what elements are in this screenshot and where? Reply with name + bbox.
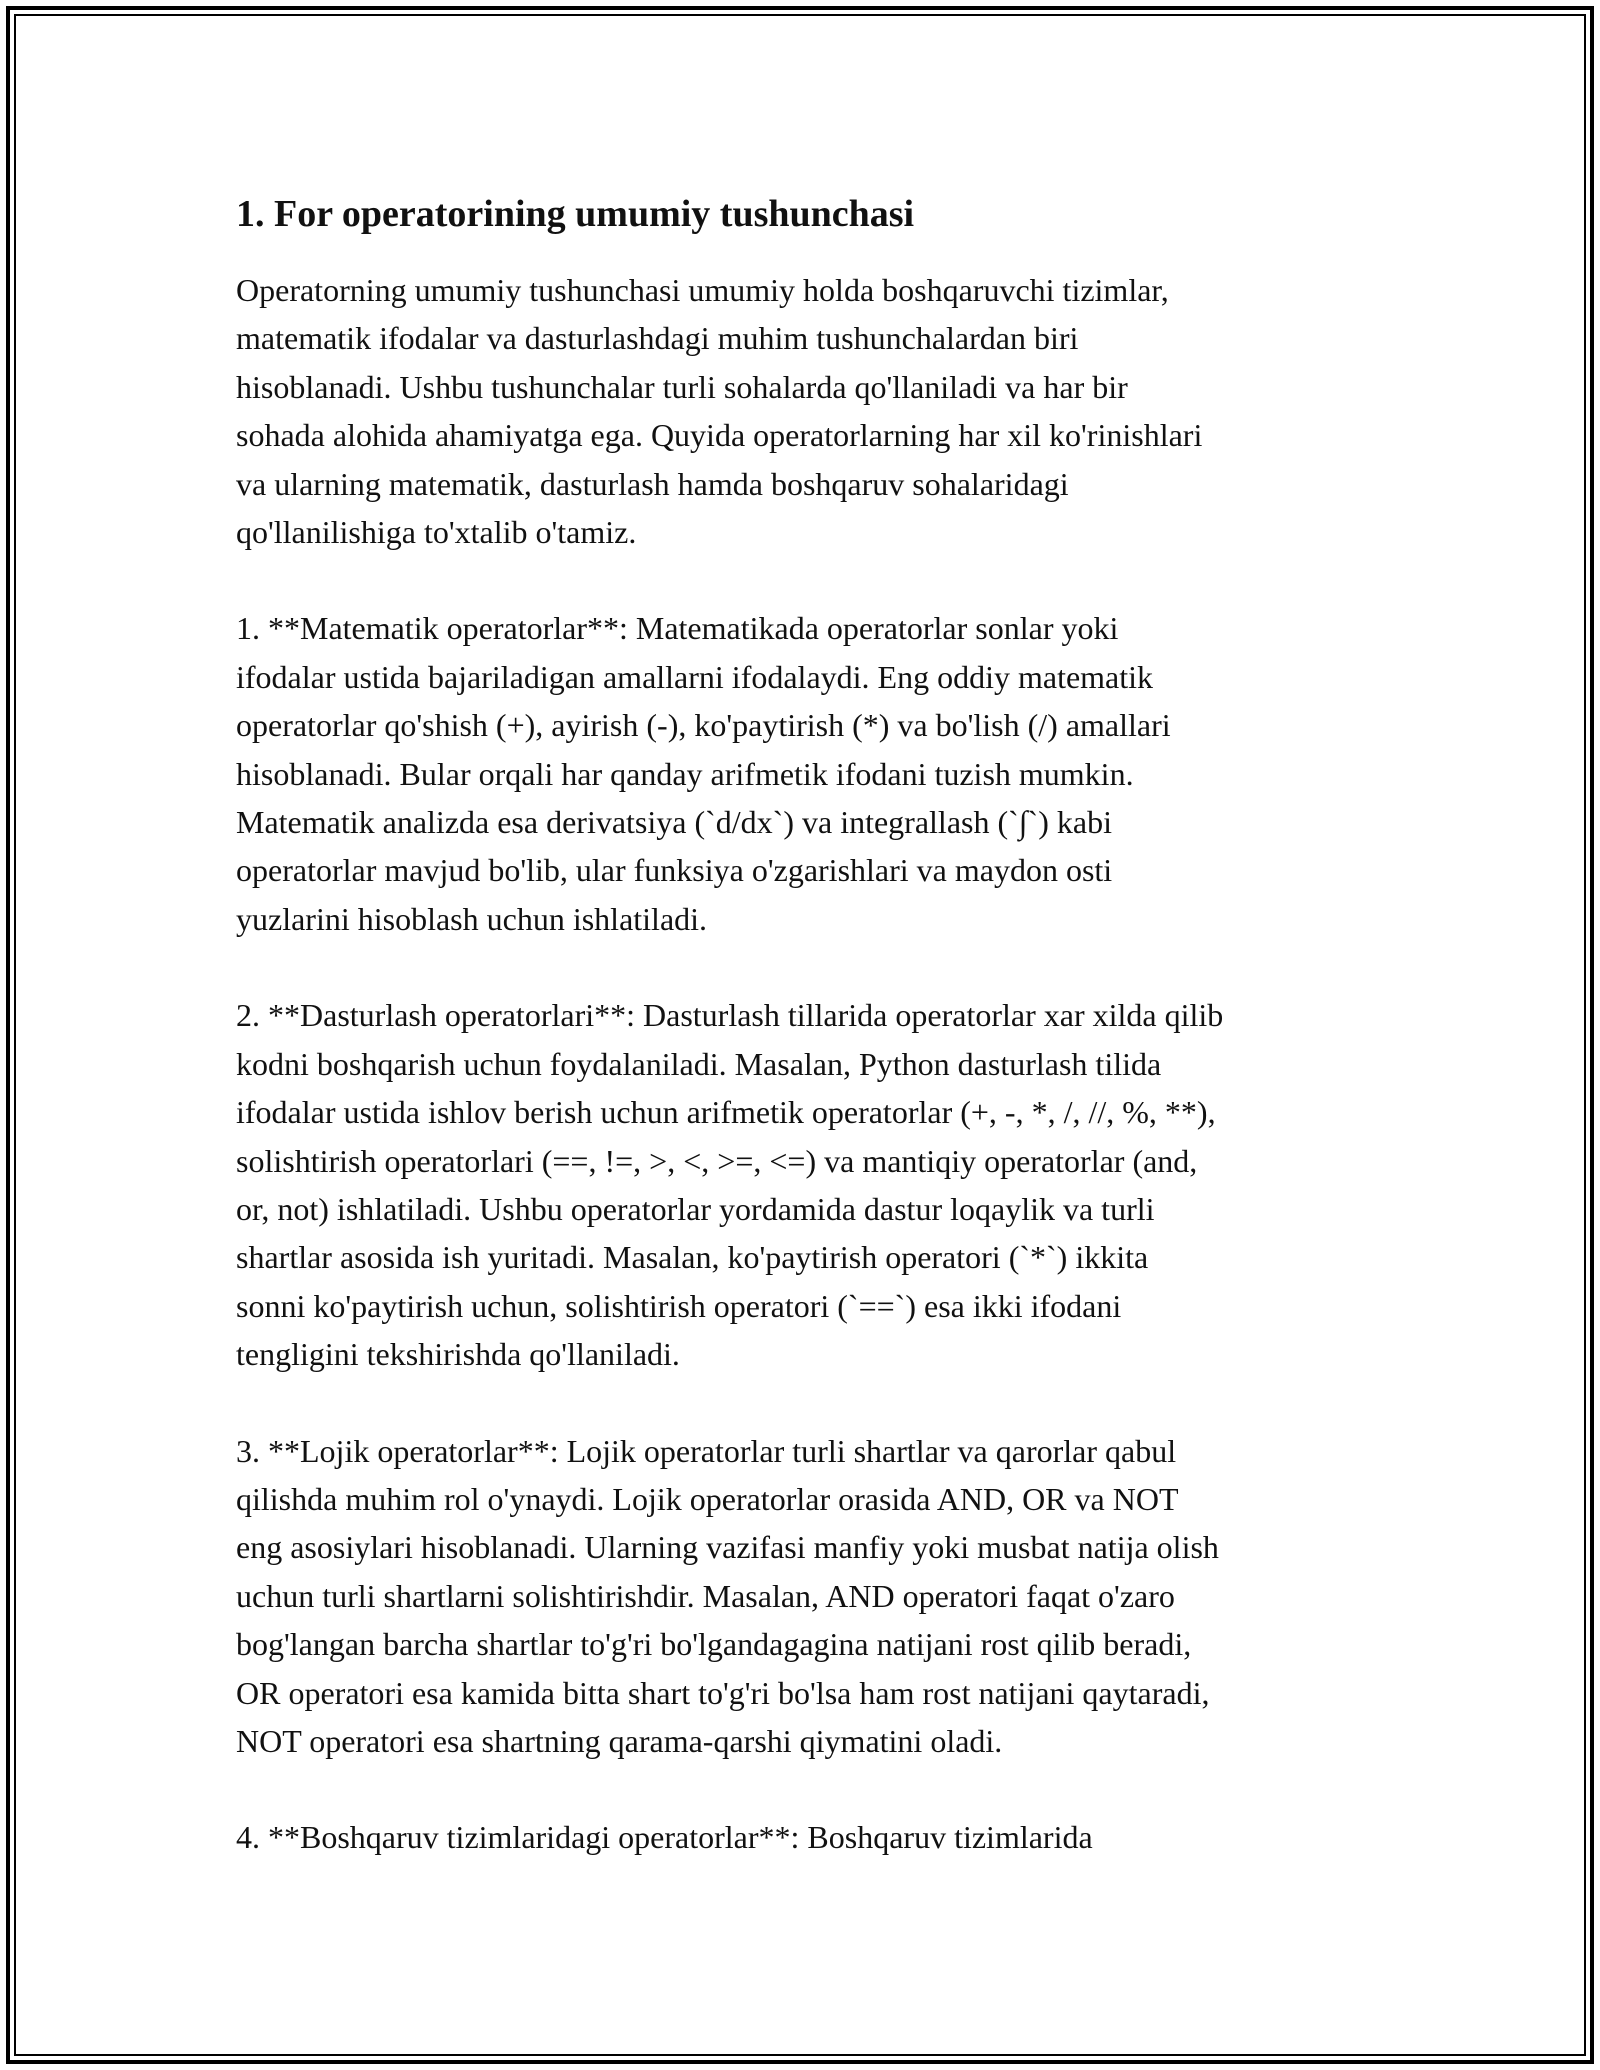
- intro-paragraph: Operatorning umumiy tushunchasi umumiy holda boshqaruvchi tizimlar, matematik ifodalar va dasturlashdagi muhim tushunchalardan biri hisoblanadi. Ushbu tushunchalar turli sohalarda qo'llaniladi va har bir sohada alohida ahamiyatga ega. Quyida operatorlarning har xil ko'rinishlari va ularning matematik, dasturlash hamda boshqaruv sohalaridagi qo'llanilishiga to'xtalib o'tamiz.: [236, 272, 1203, 551]
- control-systems-operators-paragraph: 4. **Boshqaruv tizimlaridagi operatorlar**: Boshqaruv tizimlarida: [236, 1819, 1093, 1856]
- programming-operators-paragraph: 2. **Dasturlash operatorlari**: Dasturlash tillarida operatorlar xar xilda qilib kodni boshqarish uchun foydalaniladi. Masalan, Python dasturlash tilida ifodalar ustida ishlov berish uchun arifmetik operatorlar (+, -, *, /, //, %, **), solishtirish operatorlari (==, !=, >, <, >=, <=) va mantiqiy operatorlar (and, or, not) ishlatiladi. Ushbu operatorlar yordamida dastur loqaylik va turli shartlar asosida ish yuritadi. Masalan, ko'paytirish operatori (`*`) ikkita sonni ko'paytirish uchun, solishtirish operatori (`==`) esa ikki ifodani tengligini tekshirishda qo'llaniladi.: [236, 997, 1224, 1373]
- logical-operators-paragraph: 3. **Lojik operatorlar**: Lojik operatorlar turli shartlar va qarorlar qabul qilishda muhim rol o'ynaydi. Lojik operatorlar orasida AND, OR va NOT eng asosiylari hisoblanadi. Ularning vazifasi manfiy yoki musbat natija olish uchun turli shartlarni solishtirishdir. Masalan, AND operatori faqat o'zaro bog'langan barcha shartlar to'g'ri bo'lgandagagina natijani rost qilib beradi, OR operatori esa kamida bitta shart to'g'ri bo'lsa ham rost natijani qaytaradi, NOT operatori esa shartning qarama-qarshi qiymatini oladi.: [236, 1432, 1219, 1759]
- mathematical-operators-paragraph: 1. **Matematik operatorlar**: Matematikada operatorlar sonlar yoki ifodalar ustida bajariladigan amallarni ifodalaydi. Eng oddiy matematik operatorlar qo'shish (+), ayirish (-), ko'paytirish (*) va bo'lish (/) amallari hisoblanadi. Bular orqali har qanday arifmetik ifodani tuzish mumkin. Matematik analizda esa derivatsiya (`d/dx`) va integrallash (`∫`) kabi operatorlar mavjud bo'lib, ular funksiya o'zgarishlari va maydon osti yuzlarini hisoblash uchun ishlatiladi.: [236, 610, 1171, 937]
- document-heading: 1. For operatorining umumiy tushunchasi: [236, 193, 915, 235]
- document-body: [236, 188, 1386, 1910]
